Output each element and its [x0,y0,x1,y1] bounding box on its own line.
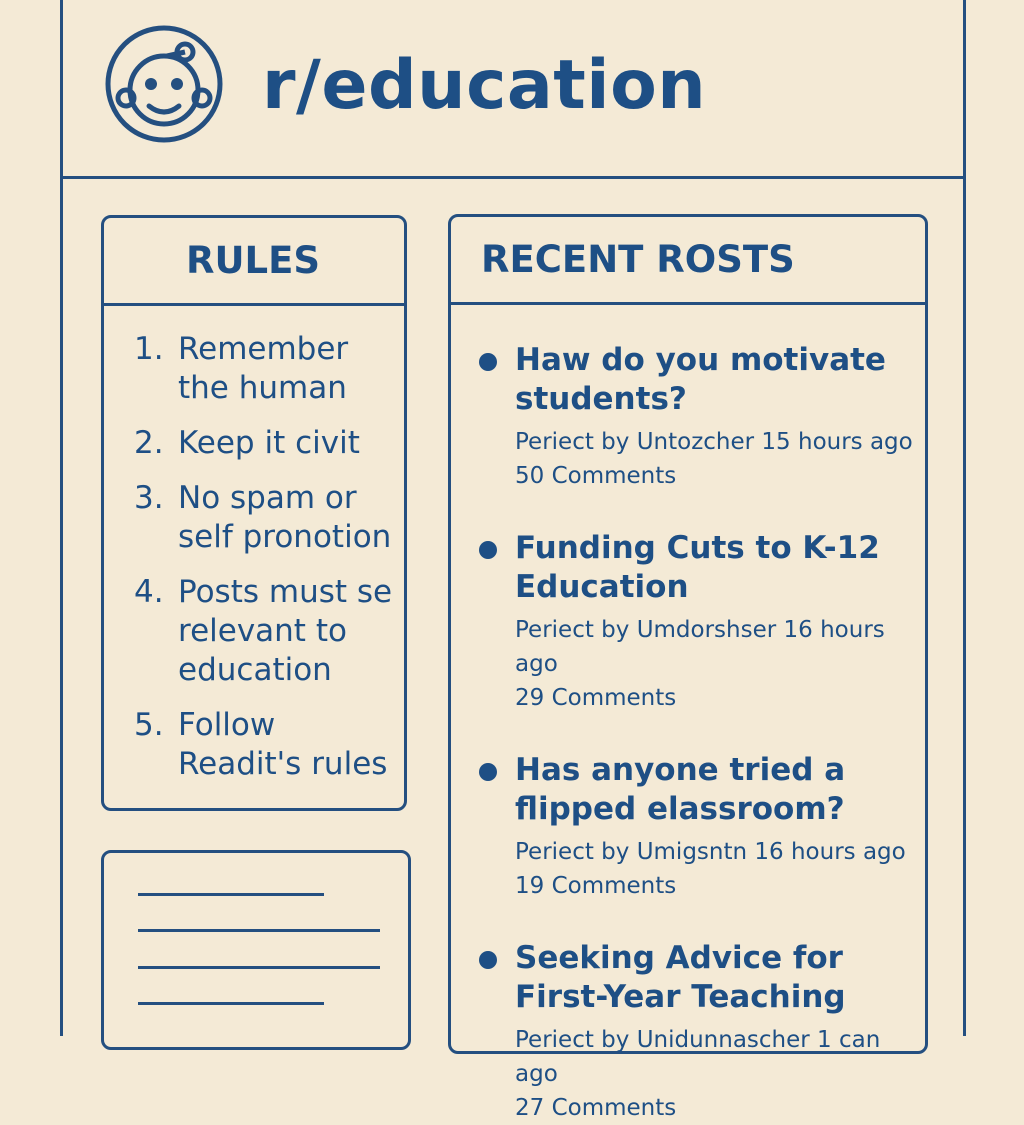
post-comments-link[interactable]: 50 Comments [515,463,677,489]
placeholder-line [138,929,380,932]
post-meta: Periect by Untozcher 15 hours ago [515,429,913,455]
post-meta: Periect by Umdorshser 16 hours ago [515,617,885,677]
rules-card [101,215,407,811]
rule-item [134,330,404,408]
post-title[interactable]: Seeking Advice for First-Year Teaching [515,940,846,1015]
post-comments-link[interactable]: 19 Comments [515,873,677,899]
rule-item [134,479,404,557]
rule-text: Keep it civit [178,425,360,461]
placeholder-line [138,1002,324,1005]
bullet-icon [479,951,497,969]
placeholder-card [101,850,411,1050]
recent-posts-heading: RECENT ROSTS [451,217,925,305]
rule-number: 4. [134,574,164,610]
rule-text: Posts must se relevant to education [178,574,393,688]
post-item[interactable] [451,529,925,715]
post-comments-link[interactable]: 29 Comments [515,685,677,711]
bullet-icon [479,541,497,559]
rule-number: 1. [134,331,164,367]
rule-text: Follow Readit's rules [178,707,388,782]
post-meta: Periect by Unidunnascher 1 can ago [515,1027,881,1087]
post-title[interactable]: Funding Cuts to K-12 Education [515,530,880,605]
rules-list [104,306,404,784]
post-item[interactable] [451,341,925,493]
subreddit-header [60,0,963,179]
post-comments-link[interactable]: 27 Comments [515,1095,677,1121]
subreddit-title[interactable]: r/education [262,46,707,125]
rule-text: No spam or self pronotion [178,480,392,555]
rule-text: Remember the human [178,331,349,406]
post-meta: Periect by Umigsntn 16 hours ago [515,839,906,865]
recent-posts-card [448,214,928,1121]
placeholder-line [138,893,324,896]
rule-item [134,706,404,784]
rule-number: 5. [134,707,164,743]
bullet-icon [479,763,497,781]
rule-number: 2. [134,425,164,461]
post-title[interactable]: Has anyone tried a flipped elassroom? [515,752,846,827]
rule-item [134,424,404,463]
rules-heading: RULES [104,218,404,306]
post-title[interactable]: Haw do you motivate students? [515,342,886,417]
bullet-icon [479,353,497,371]
rule-number: 3. [134,480,164,516]
rule-item [134,573,404,690]
placeholder-line [138,966,380,969]
post-item[interactable] [451,939,925,1125]
reddit-alien-icon[interactable] [104,24,224,144]
post-item[interactable] [451,751,925,903]
